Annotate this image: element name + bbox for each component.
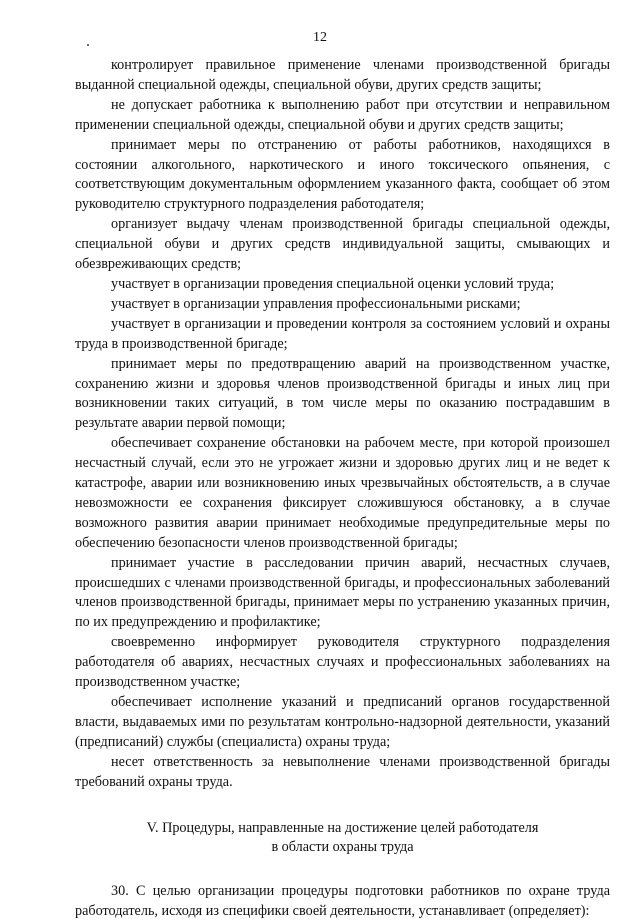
duty-paragraph: принимает участие в расследовании причин аварий, несчастных случаев, происшедших с членами производственной бригады, и профессиональных заболеваний членов производственной бригады, принимает меры по устранению указанных причин, по их предупреждению и профилактике;: [75, 554, 610, 631]
section-heading-line-1: V. Процедуры, направленные на достижение целей работодателя: [146, 819, 539, 836]
duty-paragraph: участвует в организации управления профессиональными рисками;: [111, 295, 521, 312]
duty-paragraph: обеспечивает сохранение обстановки на рабочем месте, при которой произошел несчастный случай, если это не угрожает жизни и здоровью других лиц и не ведет к катастрофе, аварии или возникновению иных чрезвычайных обстоятельств, а в случае невозможности ее сохранения фиксирует сложившуюся обстановку, а в случае возможного развития аварии принимает необходимые предупредительные меры по обеспечению безопасности членов производственной бригады;: [75, 435, 610, 551]
scan-speck: [87, 44, 89, 46]
section-heading: [75, 819, 610, 859]
duty-paragraph: организует выдачу членам производственной бригады специальной одежды, специальной обуви и других средств индивидуальной защиты, смывающих и обезвреживающих средств;: [75, 216, 610, 273]
clause-30-paragraph: 30. С целью организации процедуры подготовки работников по охране труда работодатель, исходя из специфики своей деятельности, устанавливает (определяет):: [75, 883, 610, 920]
duty-paragraph: участвует в организации проведения специальной оценки условий труда;: [111, 275, 555, 292]
duty-paragraph: несет ответственность за невыполнение членами производственной бригады требований охраны труда.: [75, 753, 610, 790]
duty-paragraph: принимает меры по предотвращению аварий на производственном участке, сохранению жизни и здоровья членов производственной бригады и иных лиц при возникновении таких ситуаций, в том числе меры по оказанию пострадавшим в результате аварии первой помощи;: [75, 355, 610, 432]
duty-paragraph: обеспечивает исполнение указаний и предписаний органов государственной власти, выдаваемых ими по результатам контрольно-надзорной деятельности, указаний (предписаний) службы (специалиста) охраны труда;: [75, 694, 610, 750]
document-body: [75, 56, 610, 922]
section-heading-line-2: в области охраны труда: [271, 839, 414, 856]
duty-paragraph: не допускает работника к выполнению работ при отсутствии и неправильном применении специальной одежды, специальной обуви и других средств защиты;: [75, 96, 610, 133]
duty-paragraph: своевременно информирует руководителя структурного подразделения работодателя об авариях, несчастных случаях и профессиональных заболеваниях на производственном участке;: [75, 634, 610, 691]
duty-paragraph: участвует в организации и проведении контроля за состоянием условий и охраны труда в производственной бригаде;: [75, 315, 610, 352]
page-number: 12: [313, 30, 327, 45]
duty-paragraph: принимает меры по отстранению от работы работников, находящихся в состоянии алкогольного, наркотического и иного токсического опьянения, с соответствующим документальным оформлением указанного факта, сообщает об этом руководителю структурного подразделения работодателя;: [75, 136, 610, 213]
duty-paragraph: контролирует правильное применение членами производственной бригады выданной специальной одежды, специальной обуви, других средств защиты;: [75, 57, 610, 93]
